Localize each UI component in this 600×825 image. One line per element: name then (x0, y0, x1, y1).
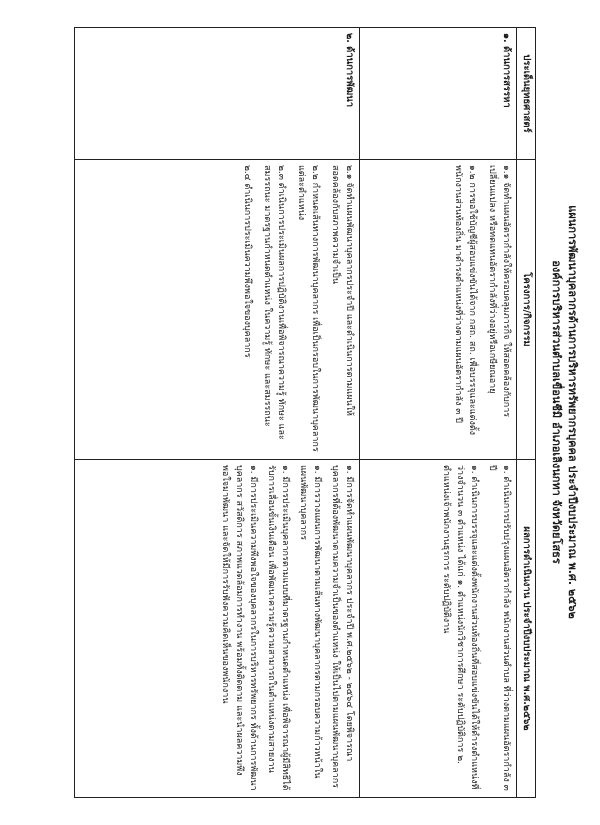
table-row (360, 28, 517, 798)
results-cell (75, 460, 360, 798)
column-header-strategy: ประเด็นยุทธศาสตร์ (517, 28, 536, 160)
results-cell (360, 460, 517, 798)
strategy-cell: ๑. ด้านการสรรหา (360, 28, 517, 160)
table-header-row (517, 28, 536, 798)
result-item: ๑. มีการวางแผนการพัฒนาตามเส้นทางพัฒนาบุคลากรตามกรอบความก้าวหน้าในแผนพัฒนาบุคลากร (298, 465, 322, 779)
project-item: ๑.๑ จัดทำแผนอัตรากำลังให้ครอบคลุมภารกิจ ให้สอดคล้องกับการเปลี่ยนแปลง หรือทดแทนอัตรากำลังที่ว่างอยู่หรือเกษียณอายุ (487, 165, 511, 418)
project-item: ๑.๒ การขอใช้บัญชีผู้สอบแข่งขันได้จาก กสถ. สถ. เพื่อบรรจุและแต่งตั้งพนักงานส่วนท้องถิ่น มาดำรงตำแหน่งที่ว่างตามแผนอัตรากำลัง ๓ ปี (453, 165, 477, 436)
document-header (548, 47, 580, 777)
table-row (75, 28, 360, 798)
result-item: ๑. มีการประเมินความพึงพอใจของบุคลากรในการบริหารทรัพยากร ทั้งด้านการพัฒนาบุคลากร สวัสดิการ สภาพแวดล้อมการทำงาน พร้อมทั้งติดตาม และนำผลความพึงพอใจมาพัฒนา และจัดให้มีการรับฟังความคิดเห็นของพนักงาน (220, 465, 258, 791)
column-header-results: ผลการดำเนินงาน ประจำปีงบประมาณ พ.ศ.๒๕๖๒ (517, 460, 536, 798)
result-item: ๑. มีการประเมินบุคลากรตามแบบที่มาตรฐานกำหนดตำแหน่ง เพื่อพิจารณาผู้มีสิทธิได้รับการเลื่อนขั้นเงินเดือน เพื่อพัฒนาความรู้ความสามารถในตำแหน่งตามสายงาน (266, 465, 290, 791)
strategy-cell: ๒. ด้านการพัฒนา (75, 28, 360, 160)
result-item: ๑. ดำเนินการปรับปรุงแผนอัตรากำลัง พนักงานส่วนตำบล ที่ว่างตามแผนอัตรากำลัง ๓ ปี (487, 465, 511, 791)
document-subtitle: องค์การบริหารส่วนตำบลเขื่อนชีมิ อำเภอเลิงนกทา จังหวัดยโสธร (550, 260, 563, 564)
plan-table (74, 27, 536, 798)
result-item: ๑. มีการจัดทำแผนพัฒนาบุคลากร ประจำปี พ.ศ.๒๕๖๒ - ๒๕๖๔ โดยพิจารณาบุคลากรที่ต้องพัฒนาตามความจำเป็นของตำแหน่ง ให้เป็นไปตามแผนพัฒนาบุคลากร (330, 465, 354, 789)
project-item: ๒.๔ ดำเนินการประเมินความพึงพอใจของบุคลากร (242, 165, 252, 358)
project-item: ๒.๒ กำหนดเส้นทางการพัฒนาบุคลากร เพื่อเป็นกรอบในการพัฒนาบุคลากรแต่ละตำแหน่ง (296, 165, 320, 452)
rotated-document (20, 27, 580, 797)
project-item: ๒.๓ ดำเนินการประเมินผลการปฏิบัติงานเพื่อพิจารณาความรู้ ทักษะ และสมรรถนะ มาตรฐานกำหนดตำแหน่ง ในความรู้ ทักษะ และสมรรถนะ (262, 165, 286, 440)
column-header-projects: โครงการ/กิจกรรม (517, 160, 536, 460)
result-item: ๑. ดำเนินการบรรจุและแต่งตั้งพนักงานส่วนท้องถิ่นที่สอบแข่งขันได้ให้ดำรงตำแหน่งที่ว่างจำนวน ๓ ตำแหน่ง ได้แก่ ๑. ตำแหน่งนักวิชาการศึกษา ระดับปฏิบัติการ ๒. ตำแหน่งเจ้าพนักงานธุรการ ระดับปฏิบัติงาน (441, 465, 479, 790)
projects-cell (75, 160, 360, 460)
project-item: ๒.๑ จัดทำแผนพัฒนาบุคลากรประจำปี และดำเนินการตามแผนให้สอดคล้องกับสภาพความจำเป็น (330, 165, 354, 416)
document-title: แผนการพัฒนาบุคลากรด้านการบริหารทรัพยากรบุคคล ประจำปีงบประมาณ พ.ศ. ๒๕๖๒ (566, 205, 579, 619)
projects-cell (360, 160, 517, 460)
